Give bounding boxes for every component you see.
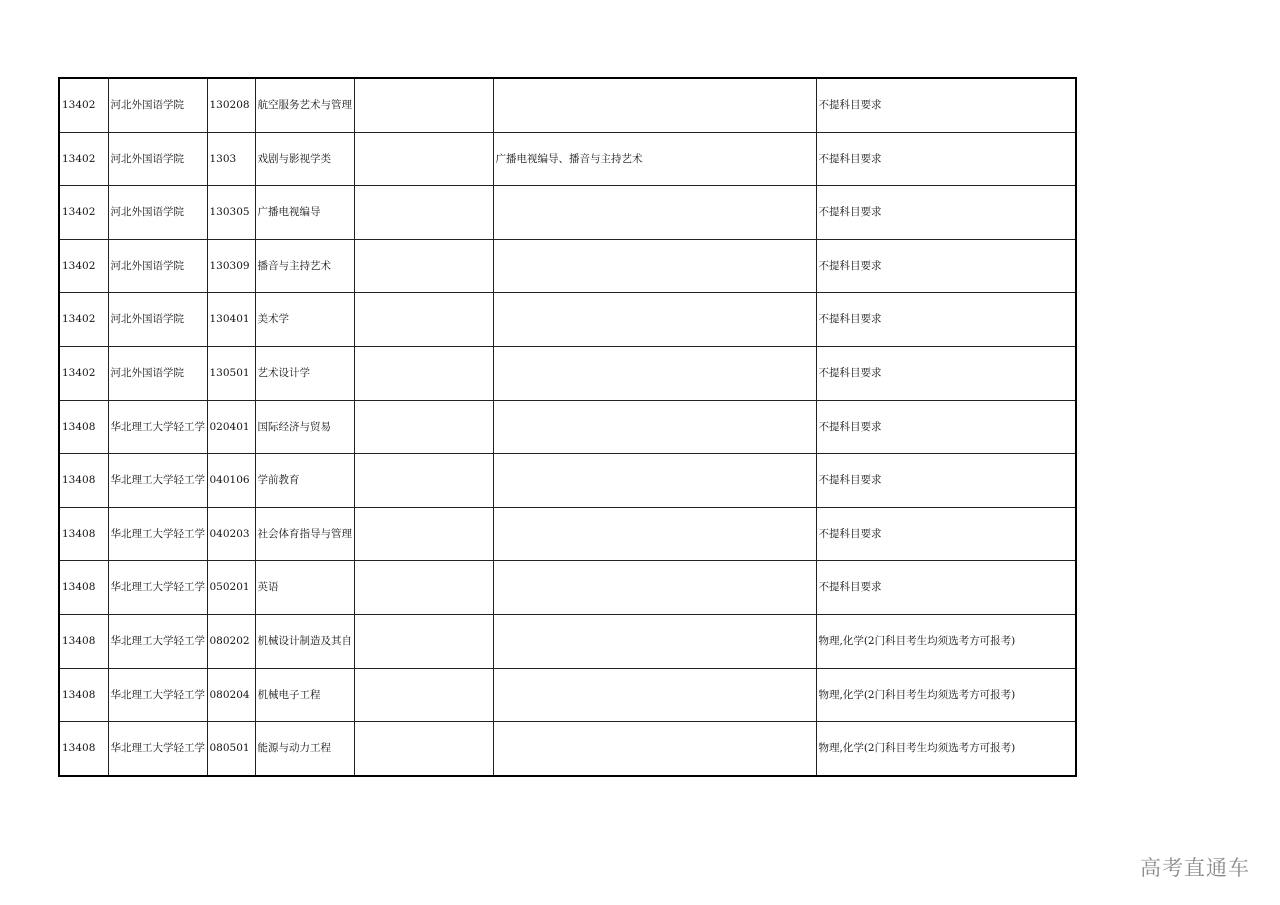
institution-code-cell: 13402 — [59, 239, 108, 293]
major-name-cell: 航空服务艺术与管理 — [255, 78, 354, 132]
note-cell — [354, 293, 493, 347]
institution-code-cell: 13408 — [59, 614, 108, 668]
institution-name-cell: 河北外国语学院 — [108, 186, 207, 240]
included-majors-cell: 广播电视编导、播音与主持艺术 — [493, 132, 816, 186]
note-cell — [354, 346, 493, 400]
note-cell — [354, 132, 493, 186]
institution-code-cell: 13402 — [59, 78, 108, 132]
major-name-cell: 机械设计制造及其自 — [255, 614, 354, 668]
subject-requirement-cell: 不提科目要求 — [816, 346, 1076, 400]
table-row — [59, 400, 1076, 454]
included-majors-cell — [493, 293, 816, 347]
major-code-cell: 1303 — [207, 132, 255, 186]
included-majors-cell — [493, 239, 816, 293]
included-majors-cell — [493, 454, 816, 508]
major-name-cell: 学前教育 — [255, 454, 354, 508]
major-code-cell: 080501 — [207, 722, 255, 776]
institution-name-cell: 华北理工大学轻工学 — [108, 722, 207, 776]
institution-code-cell: 13408 — [59, 722, 108, 776]
major-code-cell: 040106 — [207, 454, 255, 508]
institution-name-cell: 华北理工大学轻工学 — [108, 668, 207, 722]
included-majors-cell — [493, 668, 816, 722]
note-cell — [354, 78, 493, 132]
major-name-cell: 美术学 — [255, 293, 354, 347]
institution-code-cell: 13402 — [59, 186, 108, 240]
included-majors-cell — [493, 400, 816, 454]
table-row — [59, 78, 1076, 132]
table-row — [59, 239, 1076, 293]
institution-code-cell: 13408 — [59, 561, 108, 615]
major-code-cell: 130208 — [207, 78, 255, 132]
note-cell — [354, 239, 493, 293]
institution-name-cell: 河北外国语学院 — [108, 346, 207, 400]
included-majors-cell — [493, 722, 816, 776]
institution-code-cell: 13408 — [59, 454, 108, 508]
institution-code-cell: 13402 — [59, 132, 108, 186]
table-row — [59, 293, 1076, 347]
major-name-cell: 机械电子工程 — [255, 668, 354, 722]
subject-requirement-cell: 物理,化学(2门科目考生均须选考方可报考) — [816, 722, 1076, 776]
subject-requirement-cell: 不提科目要求 — [816, 561, 1076, 615]
table-body — [59, 78, 1076, 776]
institution-name-cell: 河北外国语学院 — [108, 78, 207, 132]
table-row — [59, 346, 1076, 400]
included-majors-cell — [493, 186, 816, 240]
institution-name-cell: 河北外国语学院 — [108, 293, 207, 347]
subject-requirement-cell: 物理,化学(2门科目考生均须选考方可报考) — [816, 668, 1076, 722]
included-majors-cell — [493, 346, 816, 400]
major-code-cell: 080204 — [207, 668, 255, 722]
included-majors-cell — [493, 561, 816, 615]
subject-requirement-cell: 不提科目要求 — [816, 293, 1076, 347]
note-cell — [354, 507, 493, 561]
major-code-cell: 130309 — [207, 239, 255, 293]
subject-requirement-cell: 不提科目要求 — [816, 78, 1076, 132]
note-cell — [354, 614, 493, 668]
major-name-cell: 播音与主持艺术 — [255, 239, 354, 293]
table-row — [59, 507, 1076, 561]
institution-name-cell: 河北外国语学院 — [108, 132, 207, 186]
major-code-cell: 020401 — [207, 400, 255, 454]
institution-name-cell: 华北理工大学轻工学 — [108, 507, 207, 561]
table-row — [59, 668, 1076, 722]
major-code-cell: 130305 — [207, 186, 255, 240]
watermark-text: 高考直通车 — [1140, 856, 1250, 880]
major-code-cell: 050201 — [207, 561, 255, 615]
included-majors-cell — [493, 614, 816, 668]
note-cell — [354, 454, 493, 508]
institution-name-cell: 华北理工大学轻工学 — [108, 400, 207, 454]
institution-code-cell: 13408 — [59, 400, 108, 454]
note-cell — [354, 561, 493, 615]
major-name-cell: 广播电视编导 — [255, 186, 354, 240]
subject-requirements-table — [58, 77, 1077, 777]
subject-requirement-cell: 不提科目要求 — [816, 507, 1076, 561]
institution-code-cell: 13402 — [59, 346, 108, 400]
institution-code-cell: 13408 — [59, 668, 108, 722]
major-code-cell: 040203 — [207, 507, 255, 561]
table-row — [59, 132, 1076, 186]
major-code-cell: 130501 — [207, 346, 255, 400]
table-row — [59, 722, 1076, 776]
major-name-cell: 能源与动力工程 — [255, 722, 354, 776]
table-row — [59, 186, 1076, 240]
major-name-cell: 艺术设计学 — [255, 346, 354, 400]
included-majors-cell — [493, 78, 816, 132]
major-name-cell: 戏剧与影视学类 — [255, 132, 354, 186]
subject-requirement-cell: 不提科目要求 — [816, 186, 1076, 240]
table-row — [59, 454, 1076, 508]
major-code-cell: 130401 — [207, 293, 255, 347]
institution-code-cell: 13408 — [59, 507, 108, 561]
note-cell — [354, 400, 493, 454]
institution-code-cell: 13402 — [59, 293, 108, 347]
major-name-cell: 国际经济与贸易 — [255, 400, 354, 454]
table-row — [59, 561, 1076, 615]
subject-requirement-cell: 物理,化学(2门科目考生均须选考方可报考) — [816, 614, 1076, 668]
institution-name-cell: 河北外国语学院 — [108, 239, 207, 293]
included-majors-cell — [493, 507, 816, 561]
subject-requirement-cell: 不提科目要求 — [816, 239, 1076, 293]
institution-name-cell: 华北理工大学轻工学 — [108, 454, 207, 508]
subject-requirement-cell: 不提科目要求 — [816, 454, 1076, 508]
note-cell — [354, 722, 493, 776]
note-cell — [354, 668, 493, 722]
subject-requirement-cell: 不提科目要求 — [816, 132, 1076, 186]
institution-name-cell: 华北理工大学轻工学 — [108, 614, 207, 668]
note-cell — [354, 186, 493, 240]
institution-name-cell: 华北理工大学轻工学 — [108, 561, 207, 615]
major-code-cell: 080202 — [207, 614, 255, 668]
table-row — [59, 614, 1076, 668]
subject-requirement-cell: 不提科目要求 — [816, 400, 1076, 454]
major-name-cell: 社会体育指导与管理 — [255, 507, 354, 561]
major-name-cell: 英语 — [255, 561, 354, 615]
